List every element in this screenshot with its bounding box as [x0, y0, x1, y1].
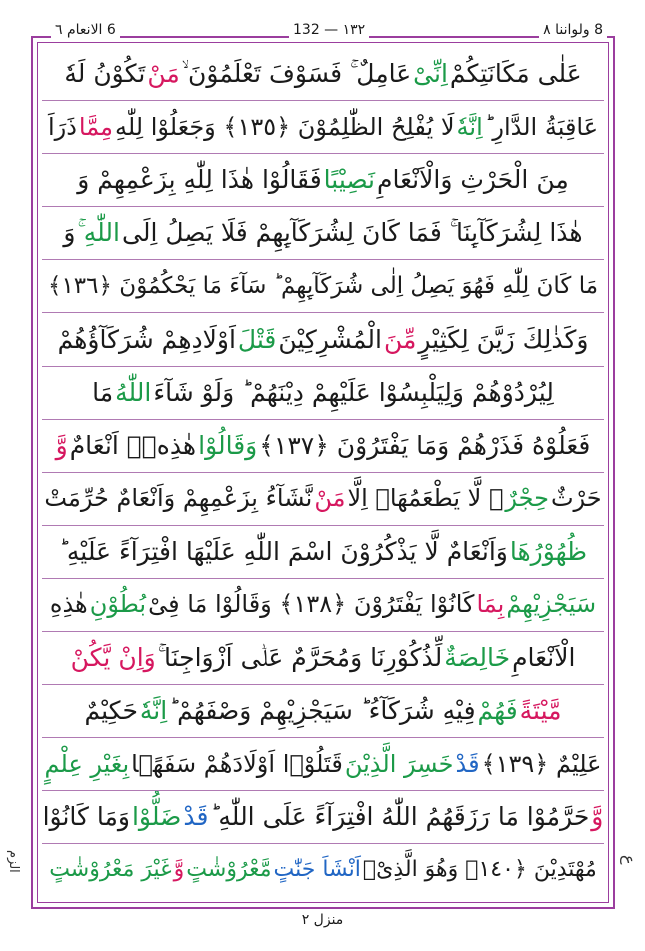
verse-text: اِنِّیْ — [413, 59, 448, 89]
verse-text: ظُهُوْرُهَا — [509, 536, 588, 566]
verse-line — [42, 578, 604, 631]
verse-text: ۖ لَّا یَطْعَمُهَاۤ اِلَّا — [347, 484, 504, 513]
verse-text: تَكُوْنُ لَهٗ — [64, 59, 146, 89]
verse-line — [42, 206, 604, 259]
verse-text: كَانُوْا یَفْتَرُوْنَ ﴿١٣٨﴾ وَقَالُوْا مَا فِیْ — [148, 590, 475, 619]
verse-text: لِیُرْدُوْهُمْ وَلِیَلْبِسُوْا عَلَیْهِمْ دِیْنَهُمْ ؕ وَلَوْ شَآءَ — [153, 377, 554, 407]
verse-text: نَصِیْبًا — [323, 165, 375, 195]
verse-text: مَّیْتَةً — [519, 696, 562, 726]
verse-text: هٰذَا لِشُرَكَآىِٕنَا ۚ فَمَا كَانَ لِشُرَكَآىِٕهِمْ فَلَا یَصِلُ اِلَى — [122, 217, 583, 247]
verse-line — [42, 631, 604, 684]
verse-text: قَتَلُوْۤا اَوْلَادَهُمْ سَفَهًۢا — [131, 749, 343, 778]
verse-text: خَسِرَ الَّذِیْنَ — [344, 749, 454, 778]
verse-text: مَا — [92, 377, 114, 407]
verse-text: اَوْلَادِهِمْ شُرَكَآؤُهُمْ — [57, 324, 236, 354]
verse-text: قَدْ — [183, 802, 209, 832]
verse-text: قَتْلَ — [237, 324, 277, 354]
verse-text: وَّ — [591, 802, 604, 832]
verse-line — [42, 153, 604, 206]
verse-text: الْاَنْعَامِ — [512, 643, 576, 673]
verse-text: حَرْثٌ — [550, 484, 602, 513]
verse-line — [42, 790, 604, 843]
verse-text: الْمُشْرِكِیْنَ — [278, 324, 382, 354]
verse-line — [42, 843, 604, 896]
verse-text: لَا یُفْلِحُ الظّٰلِمُوْنَ ﴿١٣٥﴾ وَجَعَلُوْا لِلّٰهِ — [114, 112, 455, 141]
verse-text: هٰذِهٖۤ اَنْعَامٌ — [69, 430, 197, 460]
verse-line — [42, 312, 604, 365]
margin-note: الزم — [6, 850, 21, 873]
verse-text: وَكَذٰلِكَ زَیَّنَ لِكَثِیْرٍ — [418, 324, 589, 354]
verse-line — [42, 737, 604, 790]
verse-text: خَالِصَةٌ — [444, 643, 511, 673]
verse-text: بِمَا — [476, 590, 505, 619]
verse-text: حَرَّمُوْا مَا رَزَقَهُمُ اللّٰهُ افْتِرَآءً عَلَى اللّٰهِ ؕ — [210, 802, 590, 832]
verse-text: عَلِیْمٌ ﴿١٣٩﴾ — [481, 749, 602, 778]
verse-text: ضَلُّوْا — [131, 802, 182, 832]
verse-text: مَّعْرُوْشٰتٍ — [186, 857, 272, 883]
verse-text: بُطُوْنِ — [89, 590, 147, 619]
verse-text: اللّٰهِ ۚ — [77, 217, 120, 247]
verse-line — [42, 472, 604, 525]
verse-text: مَا كَانَ لِلّٰهِ فَهُوَ یَصِلُ اِلٰى شُرَكَآىِٕهِمْ ؕ سَآءَ مَا یَحْكُمُوْنَ ﴿١٣٦﴾ — [47, 272, 599, 299]
verse-text: عَلٰی مَكَانَتِكُمْ — [449, 59, 582, 89]
verse-text: فِیْهِ شُرَكَآءُ ؕ سَیَجْزِیْهِمْ وَصْفَهُمْ ؕ — [169, 696, 476, 726]
verse-text: وَاِنْ یَّكُنْ — [70, 643, 156, 673]
page-header — [31, 22, 615, 40]
verse-text: وَمَا كَانُوْا — [42, 802, 130, 832]
verse-text: فَعَلُوْهُ فَذَرْهُمْ وَمَا یَفْتَرُوْنَ ﴿١٣٧﴾ — [259, 430, 591, 460]
verse-line — [42, 684, 604, 737]
verse-text: مِنَ الْحَرْثِ وَالْاَنْعَامِ — [377, 165, 569, 195]
verse-text: مَنْ — [314, 484, 346, 513]
verse-text: عَامِلٌ ۚ فَسَوْفَ تَعْلَمُوْنَ ۙ — [181, 58, 412, 88]
verse-text: غَیْرَ مَعْرُوْشٰتٍ — [49, 857, 172, 883]
verse-text: وَقَالُوْا — [198, 430, 258, 460]
para-label: 8 ولواننا ٨ — [539, 22, 607, 38]
verse-text: فَهُمْ — [477, 696, 518, 726]
manzil-footer: منزل ٢ — [301, 912, 344, 928]
verse-text: وَ — [63, 218, 76, 248]
verse-text: لِّذُكُوْرِنَا وَمُحَرَّمٌ عَلٰۤى اَزْوَاجِنَا ۚ — [157, 642, 443, 672]
verse-text: سَیَجْزِیْهِمْ — [506, 590, 597, 619]
verse-text: مُهْتَدِیْنَ ﴿١٤٠﴾ وَهُوَ الَّذِیْۤ — [362, 857, 597, 883]
verse-text: اَنْشَاَ جَنّٰتٍ — [273, 857, 361, 883]
verse-text: حِجْرٌ — [505, 484, 549, 513]
verse-text: قَدْ — [455, 749, 480, 778]
text-lines — [42, 47, 604, 899]
verse-text: اِنَّهٗ — [139, 696, 168, 726]
verse-line — [42, 100, 604, 153]
verse-text: بِغَیْرِ عِلْمٍ — [44, 749, 130, 778]
verse-line — [42, 259, 604, 312]
verse-text: مَنْ — [147, 59, 180, 89]
page-number: ١٣٢ — 132 — [289, 22, 369, 38]
verse-text: وَاَنْعَامٌ لَّا یَذْكُرُوْنَ اسْمَ اللّٰهِ عَلَیْهَا افْتِرَآءً عَلَیْهِ ؕ — [58, 536, 508, 566]
verse-line — [42, 525, 604, 578]
verse-text: هٰذِهِ — [49, 590, 88, 619]
verse-line — [42, 419, 604, 472]
verse-text: عَاقِبَةُ الدَّارِ ؕ — [484, 112, 599, 141]
verse-text: مِّنَ — [383, 324, 417, 354]
surah-label: 6 الانعام ٦ — [51, 22, 120, 38]
verse-text: وَّ — [173, 857, 185, 883]
verse-line — [42, 366, 604, 419]
verse-text: وَّ — [55, 430, 68, 460]
verse-text: حَكِیْمٌ — [84, 696, 138, 726]
verse-text: ذَرَاَ — [47, 112, 77, 141]
ruku-marker: ع — [620, 855, 639, 865]
verse-text: مِمَّا — [78, 112, 113, 141]
verse-line — [42, 47, 604, 100]
verse-text: نَّشَآءُ بِزَعْمِهِمْ وَاَنْعَامٌ حُرِّمَتْ — [44, 484, 313, 513]
verse-text: اللّٰهُ — [115, 377, 152, 407]
verse-text: اِنَّهٗ — [456, 112, 483, 141]
verse-text: فَقَالُوْا هٰذَا لِلّٰهِ بِزَعْمِهِمْ وَ — [77, 165, 322, 195]
